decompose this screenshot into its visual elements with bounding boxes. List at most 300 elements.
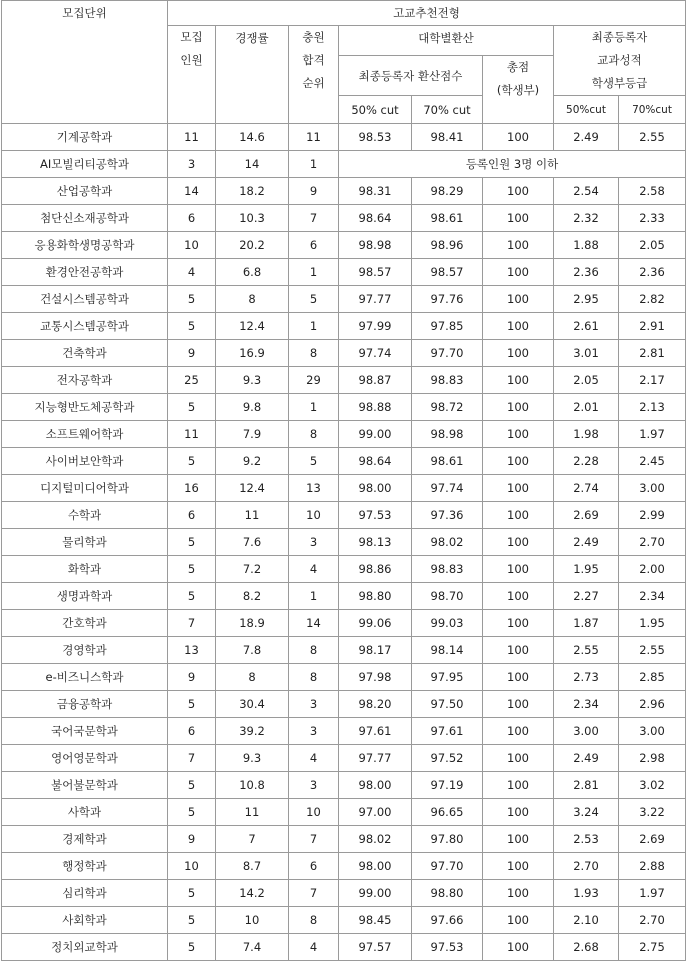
grade-cut70-cell: 2.69 bbox=[619, 826, 686, 853]
supplementary-rank-cell: 1 bbox=[289, 313, 339, 340]
supplementary-rank-cell: 6 bbox=[289, 853, 339, 880]
table-row bbox=[2, 880, 686, 907]
grade-cut70-cell: 2.55 bbox=[619, 637, 686, 664]
competition-cell: 10.3 bbox=[216, 205, 289, 232]
grade-cut50-cell: 3.00 bbox=[554, 718, 619, 745]
total-score-cell: 100 bbox=[483, 610, 554, 637]
supplementary-rank-cell: 8 bbox=[289, 637, 339, 664]
score-cut50-cell: 97.53 bbox=[339, 502, 412, 529]
score-cut50-cell: 98.53 bbox=[339, 124, 412, 151]
grade-cut70-cell: 1.95 bbox=[619, 610, 686, 637]
grade-cut50-cell: 1.95 bbox=[554, 556, 619, 583]
score-cut70-cell: 99.03 bbox=[412, 610, 483, 637]
grade-cut70-cell: 2.17 bbox=[619, 367, 686, 394]
header-final-grade: 최종등록자 교과성적 학생부등급 bbox=[554, 26, 686, 96]
grade-cut70-cell: 2.34 bbox=[619, 583, 686, 610]
supplementary-rank-cell: 9 bbox=[289, 178, 339, 205]
total-score-cell: 100 bbox=[483, 664, 554, 691]
header-recruit: 모집 인원 bbox=[168, 26, 216, 124]
department-cell: 심리학과 bbox=[2, 880, 168, 907]
competition-cell: 6.8 bbox=[216, 259, 289, 286]
header-grade-cut70: 70%cut bbox=[619, 96, 686, 124]
score-cut50-cell: 98.00 bbox=[339, 853, 412, 880]
department-cell: 영어영문학과 bbox=[2, 745, 168, 772]
score-cut50-cell: 99.06 bbox=[339, 610, 412, 637]
table-row bbox=[2, 421, 686, 448]
supplementary-rank-cell: 13 bbox=[289, 475, 339, 502]
department-cell: 교통시스템공학과 bbox=[2, 313, 168, 340]
recruit-count-cell: 5 bbox=[168, 799, 216, 826]
score-cut70-cell: 97.61 bbox=[412, 718, 483, 745]
supplementary-rank-cell: 8 bbox=[289, 340, 339, 367]
grade-cut70-cell: 2.99 bbox=[619, 502, 686, 529]
table-row bbox=[2, 259, 686, 286]
department-cell: 환경안전공학과 bbox=[2, 259, 168, 286]
supplementary-rank-cell: 7 bbox=[289, 880, 339, 907]
total-score-cell: 100 bbox=[483, 475, 554, 502]
total-score-cell: 100 bbox=[483, 583, 554, 610]
competition-cell: 7.9 bbox=[216, 421, 289, 448]
recruit-count-cell: 7 bbox=[168, 745, 216, 772]
table-row bbox=[2, 907, 686, 934]
recruit-count-cell: 11 bbox=[168, 124, 216, 151]
grade-cut50-cell: 2.53 bbox=[554, 826, 619, 853]
score-cut70-cell: 97.66 bbox=[412, 907, 483, 934]
score-cut70-cell: 98.14 bbox=[412, 637, 483, 664]
score-cut50-cell: 97.98 bbox=[339, 664, 412, 691]
total-score-cell: 100 bbox=[483, 745, 554, 772]
supplementary-rank-cell: 7 bbox=[289, 205, 339, 232]
score-cut50-cell: 98.13 bbox=[339, 529, 412, 556]
grade-cut50-cell: 2.27 bbox=[554, 583, 619, 610]
header-cut70: 70% cut bbox=[412, 96, 483, 124]
recruit-count-cell: 5 bbox=[168, 529, 216, 556]
score-cut70-cell: 97.74 bbox=[412, 475, 483, 502]
total-score-cell: 100 bbox=[483, 934, 554, 961]
department-cell: 사이버보안학과 bbox=[2, 448, 168, 475]
score-cut50-cell: 98.20 bbox=[339, 691, 412, 718]
table-row bbox=[2, 151, 686, 178]
score-cut50-cell: 98.57 bbox=[339, 259, 412, 286]
score-cut50-cell: 98.02 bbox=[339, 826, 412, 853]
table-row bbox=[2, 313, 686, 340]
supplementary-rank-cell: 1 bbox=[289, 394, 339, 421]
recruit-count-cell: 5 bbox=[168, 934, 216, 961]
grade-cut70-cell: 2.96 bbox=[619, 691, 686, 718]
recruit-count-cell: 11 bbox=[168, 421, 216, 448]
score-cut70-cell: 97.53 bbox=[412, 934, 483, 961]
table-row bbox=[2, 205, 686, 232]
supplementary-rank-cell: 1 bbox=[289, 259, 339, 286]
supplementary-rank-cell: 8 bbox=[289, 664, 339, 691]
score-cut50-cell: 99.00 bbox=[339, 880, 412, 907]
supplementary-rank-cell: 8 bbox=[289, 421, 339, 448]
supplementary-rank-cell: 3 bbox=[289, 529, 339, 556]
table-row bbox=[2, 637, 686, 664]
competition-cell: 8.7 bbox=[216, 853, 289, 880]
grade-cut50-cell: 2.28 bbox=[554, 448, 619, 475]
supplementary-rank-cell: 10 bbox=[289, 799, 339, 826]
score-cut70-cell: 98.61 bbox=[412, 448, 483, 475]
competition-cell: 8 bbox=[216, 286, 289, 313]
total-score-cell: 100 bbox=[483, 313, 554, 340]
score-cut70-cell: 97.70 bbox=[412, 340, 483, 367]
grade-cut70-cell: 2.13 bbox=[619, 394, 686, 421]
table-row bbox=[2, 583, 686, 610]
score-cut70-cell: 98.96 bbox=[412, 232, 483, 259]
score-cut70-cell: 98.41 bbox=[412, 124, 483, 151]
supplementary-rank-cell: 1 bbox=[289, 583, 339, 610]
competition-cell: 20.2 bbox=[216, 232, 289, 259]
table-row bbox=[2, 556, 686, 583]
table-row bbox=[2, 448, 686, 475]
department-cell: 화학과 bbox=[2, 556, 168, 583]
supplementary-rank-cell: 3 bbox=[289, 718, 339, 745]
score-cut50-cell: 98.45 bbox=[339, 907, 412, 934]
competition-cell: 7.8 bbox=[216, 637, 289, 664]
total-score-cell: 100 bbox=[483, 853, 554, 880]
grade-cut70-cell: 2.00 bbox=[619, 556, 686, 583]
header-cut50: 50% cut bbox=[339, 96, 412, 124]
grade-cut70-cell: 2.70 bbox=[619, 907, 686, 934]
grade-cut50-cell: 2.49 bbox=[554, 124, 619, 151]
grade-cut50-cell: 2.81 bbox=[554, 772, 619, 799]
grade-cut50-cell: 2.69 bbox=[554, 502, 619, 529]
competition-cell: 16.9 bbox=[216, 340, 289, 367]
supplementary-rank-cell: 11 bbox=[289, 124, 339, 151]
supplementary-rank-cell: 5 bbox=[289, 286, 339, 313]
score-cut70-cell: 97.80 bbox=[412, 826, 483, 853]
grade-cut70-cell: 3.02 bbox=[619, 772, 686, 799]
table-row bbox=[2, 232, 686, 259]
header-total: 총점 (학생부) bbox=[483, 56, 554, 124]
total-score-cell: 100 bbox=[483, 502, 554, 529]
competition-cell: 7.2 bbox=[216, 556, 289, 583]
grade-cut50-cell: 2.10 bbox=[554, 907, 619, 934]
score-cut70-cell: 98.83 bbox=[412, 367, 483, 394]
table-body bbox=[2, 124, 686, 961]
recruit-count-cell: 5 bbox=[168, 448, 216, 475]
score-cut70-cell: 97.36 bbox=[412, 502, 483, 529]
competition-cell: 9.3 bbox=[216, 367, 289, 394]
department-cell: 행정학과 bbox=[2, 853, 168, 880]
total-score-cell: 100 bbox=[483, 772, 554, 799]
grade-cut50-cell: 1.88 bbox=[554, 232, 619, 259]
total-score-cell: 100 bbox=[483, 826, 554, 853]
table-row bbox=[2, 502, 686, 529]
score-cut70-cell: 97.50 bbox=[412, 691, 483, 718]
grade-cut70-cell: 2.88 bbox=[619, 853, 686, 880]
table-row bbox=[2, 178, 686, 205]
score-cut70-cell: 98.98 bbox=[412, 421, 483, 448]
score-cut70-cell: 98.29 bbox=[412, 178, 483, 205]
score-cut70-cell: 97.85 bbox=[412, 313, 483, 340]
grade-cut50-cell: 2.32 bbox=[554, 205, 619, 232]
total-score-cell: 100 bbox=[483, 799, 554, 826]
recruit-count-cell: 6 bbox=[168, 502, 216, 529]
header-univ-conv: 대학별환산 bbox=[339, 26, 554, 56]
grade-cut70-cell: 2.70 bbox=[619, 529, 686, 556]
recruit-count-cell: 6 bbox=[168, 718, 216, 745]
score-cut70-cell: 98.57 bbox=[412, 259, 483, 286]
grade-cut70-cell: 2.81 bbox=[619, 340, 686, 367]
total-score-cell: 100 bbox=[483, 340, 554, 367]
department-cell: 전자공학과 bbox=[2, 367, 168, 394]
department-cell: 정치외교학과 bbox=[2, 934, 168, 961]
total-score-cell: 100 bbox=[483, 556, 554, 583]
total-score-cell: 100 bbox=[483, 394, 554, 421]
department-cell: 소프트웨어학과 bbox=[2, 421, 168, 448]
score-cut50-cell: 97.00 bbox=[339, 799, 412, 826]
department-cell: 기계공학과 bbox=[2, 124, 168, 151]
total-score-cell: 100 bbox=[483, 286, 554, 313]
recruit-count-cell: 6 bbox=[168, 205, 216, 232]
recruit-count-cell: 10 bbox=[168, 232, 216, 259]
recruit-count-cell: 5 bbox=[168, 907, 216, 934]
table-row bbox=[2, 394, 686, 421]
grade-cut70-cell: 2.58 bbox=[619, 178, 686, 205]
table-row bbox=[2, 124, 686, 151]
supplementary-rank-cell: 14 bbox=[289, 610, 339, 637]
score-cut50-cell: 97.57 bbox=[339, 934, 412, 961]
grade-cut70-cell: 3.00 bbox=[619, 475, 686, 502]
department-cell: 지능형반도체공학과 bbox=[2, 394, 168, 421]
table-row bbox=[2, 529, 686, 556]
competition-cell: 8 bbox=[216, 664, 289, 691]
grade-cut50-cell: 1.98 bbox=[554, 421, 619, 448]
table-row bbox=[2, 853, 686, 880]
competition-cell: 9.3 bbox=[216, 745, 289, 772]
department-cell: 국어국문학과 bbox=[2, 718, 168, 745]
total-score-cell: 100 bbox=[483, 448, 554, 475]
grade-cut70-cell: 2.33 bbox=[619, 205, 686, 232]
grade-cut70-cell: 1.97 bbox=[619, 421, 686, 448]
competition-cell: 7.6 bbox=[216, 529, 289, 556]
supplementary-rank-cell: 5 bbox=[289, 448, 339, 475]
grade-cut70-cell: 2.98 bbox=[619, 745, 686, 772]
grade-cut50-cell: 2.68 bbox=[554, 934, 619, 961]
competition-cell: 39.2 bbox=[216, 718, 289, 745]
table-row bbox=[2, 826, 686, 853]
competition-cell: 9.8 bbox=[216, 394, 289, 421]
supplementary-rank-cell: 7 bbox=[289, 826, 339, 853]
score-cut70-cell: 97.19 bbox=[412, 772, 483, 799]
competition-cell: 12.4 bbox=[216, 475, 289, 502]
score-cut70-cell: 97.95 bbox=[412, 664, 483, 691]
grade-cut70-cell: 2.05 bbox=[619, 232, 686, 259]
score-cut50-cell: 98.87 bbox=[339, 367, 412, 394]
score-cut50-cell: 97.99 bbox=[339, 313, 412, 340]
department-cell: 사학과 bbox=[2, 799, 168, 826]
score-cut50-cell: 97.77 bbox=[339, 745, 412, 772]
recruit-count-cell: 14 bbox=[168, 178, 216, 205]
competition-cell: 11 bbox=[216, 502, 289, 529]
table-header bbox=[2, 1, 686, 124]
supplementary-rank-cell: 4 bbox=[289, 556, 339, 583]
competition-cell: 18.9 bbox=[216, 610, 289, 637]
grade-cut70-cell: 2.85 bbox=[619, 664, 686, 691]
table-row bbox=[2, 772, 686, 799]
competition-cell: 30.4 bbox=[216, 691, 289, 718]
grade-cut50-cell: 2.36 bbox=[554, 259, 619, 286]
grade-cut70-cell: 2.75 bbox=[619, 934, 686, 961]
table-row bbox=[2, 664, 686, 691]
supplementary-rank-cell: 10 bbox=[289, 502, 339, 529]
department-cell: 금융공학과 bbox=[2, 691, 168, 718]
score-cut50-cell: 99.00 bbox=[339, 421, 412, 448]
grade-cut50-cell: 2.05 bbox=[554, 367, 619, 394]
department-cell: 첨단신소재공학과 bbox=[2, 205, 168, 232]
total-score-cell: 100 bbox=[483, 637, 554, 664]
recruit-count-cell: 9 bbox=[168, 826, 216, 853]
grade-cut50-cell: 2.49 bbox=[554, 529, 619, 556]
table-row bbox=[2, 745, 686, 772]
recruit-count-cell: 9 bbox=[168, 664, 216, 691]
table-row bbox=[2, 799, 686, 826]
recruit-count-cell: 5 bbox=[168, 691, 216, 718]
score-cut50-cell: 98.86 bbox=[339, 556, 412, 583]
grade-cut70-cell: 1.97 bbox=[619, 880, 686, 907]
grade-cut70-cell: 2.45 bbox=[619, 448, 686, 475]
grade-cut50-cell: 2.54 bbox=[554, 178, 619, 205]
department-cell: 건설시스템공학과 bbox=[2, 286, 168, 313]
competition-cell: 14.6 bbox=[216, 124, 289, 151]
department-cell: 경제학과 bbox=[2, 826, 168, 853]
grade-cut50-cell: 2.61 bbox=[554, 313, 619, 340]
table-row bbox=[2, 475, 686, 502]
total-score-cell: 100 bbox=[483, 124, 554, 151]
supplementary-rank-cell: 29 bbox=[289, 367, 339, 394]
competition-cell: 12.4 bbox=[216, 313, 289, 340]
score-cut50-cell: 98.80 bbox=[339, 583, 412, 610]
supplementary-rank-cell: 4 bbox=[289, 745, 339, 772]
department-cell: 불어불문학과 bbox=[2, 772, 168, 799]
score-cut50-cell: 97.61 bbox=[339, 718, 412, 745]
score-cut50-cell: 97.77 bbox=[339, 286, 412, 313]
competition-cell: 14.2 bbox=[216, 880, 289, 907]
competition-cell: 11 bbox=[216, 799, 289, 826]
grade-cut50-cell: 2.74 bbox=[554, 475, 619, 502]
grade-cut70-cell: 2.82 bbox=[619, 286, 686, 313]
recruit-count-cell: 10 bbox=[168, 853, 216, 880]
department-cell: 디지털미디어학과 bbox=[2, 475, 168, 502]
recruit-count-cell: 13 bbox=[168, 637, 216, 664]
score-cut70-cell: 97.70 bbox=[412, 853, 483, 880]
grade-cut50-cell: 2.55 bbox=[554, 637, 619, 664]
header-final-conv: 최종등록자 환산점수 bbox=[339, 56, 483, 96]
grade-cut50-cell: 2.95 bbox=[554, 286, 619, 313]
recruit-count-cell: 7 bbox=[168, 610, 216, 637]
score-cut70-cell: 98.02 bbox=[412, 529, 483, 556]
department-cell: 경영학과 bbox=[2, 637, 168, 664]
recruit-count-cell: 4 bbox=[168, 259, 216, 286]
score-cut50-cell: 98.31 bbox=[339, 178, 412, 205]
score-cut70-cell: 98.80 bbox=[412, 880, 483, 907]
department-cell: 간호학과 bbox=[2, 610, 168, 637]
total-score-cell: 100 bbox=[483, 691, 554, 718]
recruit-count-cell: 5 bbox=[168, 583, 216, 610]
department-cell: 산업공학과 bbox=[2, 178, 168, 205]
score-cut70-cell: 97.52 bbox=[412, 745, 483, 772]
recruit-count-cell: 5 bbox=[168, 313, 216, 340]
recruit-count-cell: 5 bbox=[168, 286, 216, 313]
supplementary-rank-cell: 6 bbox=[289, 232, 339, 259]
grade-cut50-cell: 3.01 bbox=[554, 340, 619, 367]
header-track: 고교추천전형 bbox=[168, 1, 686, 26]
grade-cut50-cell: 2.49 bbox=[554, 745, 619, 772]
supplementary-rank-cell: 4 bbox=[289, 934, 339, 961]
supplementary-rank-cell: 3 bbox=[289, 772, 339, 799]
recruit-count-cell: 5 bbox=[168, 556, 216, 583]
department-cell: 사회학과 bbox=[2, 907, 168, 934]
score-cut70-cell: 98.61 bbox=[412, 205, 483, 232]
total-score-cell: 100 bbox=[483, 259, 554, 286]
header-unit: 모집단위 bbox=[2, 1, 168, 124]
recruit-count-cell: 5 bbox=[168, 394, 216, 421]
department-cell: 건축학과 bbox=[2, 340, 168, 367]
department-cell: 수학과 bbox=[2, 502, 168, 529]
score-cut70-cell: 96.65 bbox=[412, 799, 483, 826]
supplementary-rank-cell: 3 bbox=[289, 691, 339, 718]
header-grade-cut50: 50%cut bbox=[554, 96, 619, 124]
grade-cut70-cell: 3.22 bbox=[619, 799, 686, 826]
score-cut50-cell: 98.88 bbox=[339, 394, 412, 421]
total-score-cell: 100 bbox=[483, 232, 554, 259]
department-cell: 물리학과 bbox=[2, 529, 168, 556]
supplementary-rank-cell: 8 bbox=[289, 907, 339, 934]
recruit-count-cell: 5 bbox=[168, 880, 216, 907]
note-cell: 등록인원 3명 이하 bbox=[339, 151, 686, 178]
grade-cut70-cell: 3.00 bbox=[619, 718, 686, 745]
competition-cell: 7 bbox=[216, 826, 289, 853]
grade-cut50-cell: 1.87 bbox=[554, 610, 619, 637]
competition-cell: 7.4 bbox=[216, 934, 289, 961]
score-cut70-cell: 98.70 bbox=[412, 583, 483, 610]
recruit-count-cell: 5 bbox=[168, 772, 216, 799]
recruit-count-cell: 25 bbox=[168, 367, 216, 394]
supplementary-rank-cell: 1 bbox=[289, 151, 339, 178]
department-cell: 생명과학과 bbox=[2, 583, 168, 610]
department-cell: e-비즈니스학과 bbox=[2, 664, 168, 691]
total-score-cell: 100 bbox=[483, 718, 554, 745]
department-cell: AI모빌리티공학과 bbox=[2, 151, 168, 178]
table-row bbox=[2, 934, 686, 961]
table-row bbox=[2, 610, 686, 637]
table-row bbox=[2, 286, 686, 313]
score-cut70-cell: 98.72 bbox=[412, 394, 483, 421]
total-score-cell: 100 bbox=[483, 367, 554, 394]
grade-cut50-cell: 2.01 bbox=[554, 394, 619, 421]
recruit-count-cell: 16 bbox=[168, 475, 216, 502]
table-row bbox=[2, 340, 686, 367]
grade-cut50-cell: 3.24 bbox=[554, 799, 619, 826]
grade-cut50-cell: 2.70 bbox=[554, 853, 619, 880]
competition-cell: 14 bbox=[216, 151, 289, 178]
recruit-count-cell: 9 bbox=[168, 340, 216, 367]
department-cell: 응용화학생명공학과 bbox=[2, 232, 168, 259]
score-cut50-cell: 98.64 bbox=[339, 448, 412, 475]
competition-cell: 8.2 bbox=[216, 583, 289, 610]
total-score-cell: 100 bbox=[483, 907, 554, 934]
grade-cut70-cell: 2.55 bbox=[619, 124, 686, 151]
total-score-cell: 100 bbox=[483, 880, 554, 907]
competition-cell: 10.8 bbox=[216, 772, 289, 799]
total-score-cell: 100 bbox=[483, 529, 554, 556]
score-cut50-cell: 98.00 bbox=[339, 475, 412, 502]
header-competition: 경쟁률 bbox=[216, 26, 289, 124]
score-cut50-cell: 98.98 bbox=[339, 232, 412, 259]
score-cut50-cell: 98.17 bbox=[339, 637, 412, 664]
